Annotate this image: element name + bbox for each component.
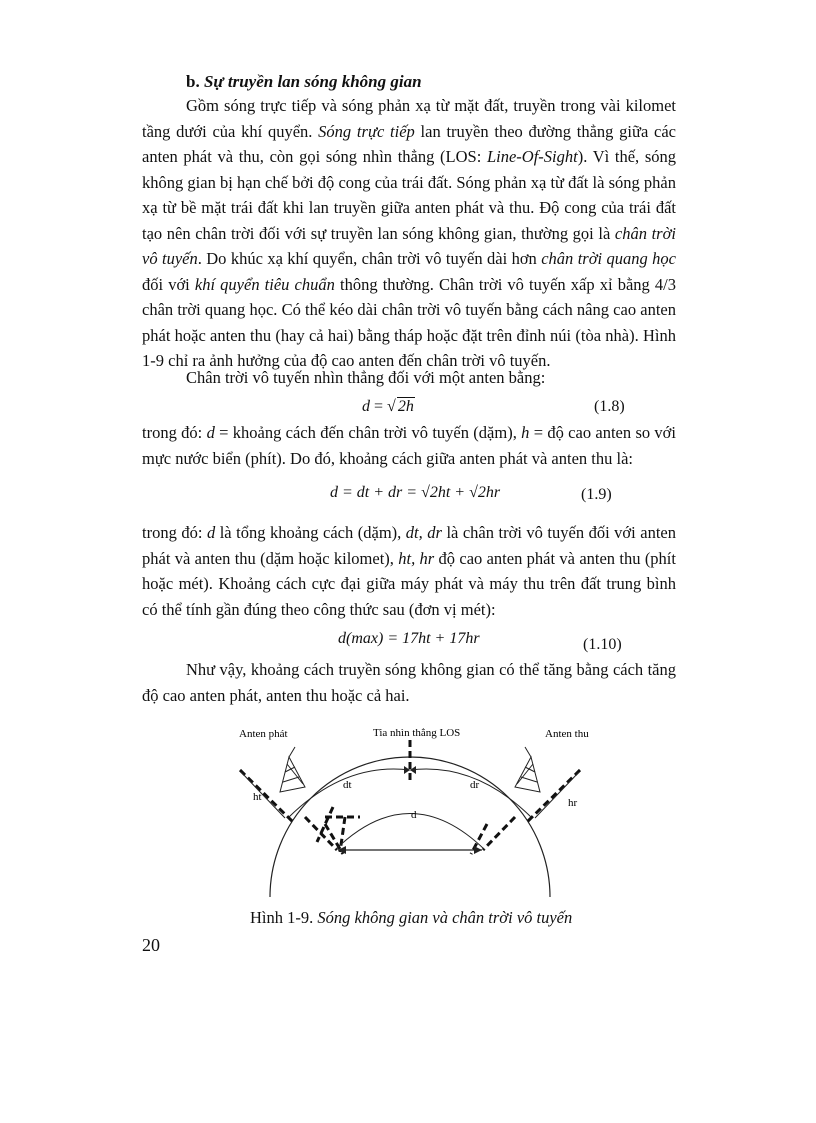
page-number: 20	[142, 935, 160, 955]
label-hr: hr	[568, 797, 578, 809]
emphasis: d	[206, 423, 215, 442]
equation-1-10: d(max) = 17ht + 17hr	[338, 630, 480, 647]
emphasis: d	[206, 523, 216, 542]
horizon-tangent-lines	[240, 740, 580, 854]
text-run: là tổng khoảng cách (dặm),	[215, 523, 406, 542]
arrow-head-d-right	[474, 846, 482, 854]
text-run: . Do khúc xạ khí quyển, chân trời vô tuyến dài hơn	[197, 249, 542, 268]
text-run: thông thường. Chân trời vô tuyến xấp xỉ bằng 4/3 chân trời quang học. Có thể kéo dài chân trời vô tuyến bằng cách nâng cao anten phát hoặc anten thu (hay cả hai) bằng tháp hoặc đặt trên đỉnh núi (tòa nhà). Hình 1-9 chỉ ra ảnh hưởng của độ cao anten đến chân trời vô tuyến.	[142, 274, 676, 370]
text-run: đối với	[142, 274, 195, 294]
equation-number-1-10: (1.10)	[583, 636, 622, 653]
text-run: ). Vì thế, sóng không gian bị hạn chế bởi độ cong của trái đất. Sóng phản xạ từ đất là sóng phản xạ từ bề mặt trái đất khi lan truyền giữa anten phát và thu. Độ cong của trái đất tạo nên chân trời đối với sự truyền lan sóng không gian, thường gọi là	[142, 147, 676, 243]
label-receive-antenna: Anten thu	[545, 728, 589, 740]
paragraph-intro	[142, 93, 676, 374]
text-run: trong đó:	[142, 523, 207, 542]
arc-dr	[410, 769, 531, 817]
emphasis: chân trời quang học	[541, 249, 676, 268]
equation-number-1-9: (1.9)	[581, 486, 612, 503]
text-run: độ cao anten phát và anten thu (phít hoặc mét). Khoảng cách cực đại giữa máy phát và máy thu trên đất trung bình có thể tính gần đúng theo công thức sau (đơn vị mét):	[142, 548, 676, 619]
emphasis: Sóng trực tiếp	[318, 121, 415, 141]
label-dr: dr	[470, 779, 480, 791]
emphasis: h	[521, 423, 530, 442]
emphasis: ht, hr	[398, 548, 435, 568]
eq-lhs: d	[362, 398, 370, 415]
equation-number-1-8: (1.8)	[594, 398, 625, 415]
text-run: lan truyền theo đường thẳng giữa các anten phát và thu, còn gọi sóng nhìn thẳng (LOS:	[142, 121, 676, 166]
label-los-ray: Tia nhìn thẳng LOS	[373, 727, 461, 739]
label-transmit-antenna: Anten phát	[239, 728, 288, 740]
text-run: là chân trời vô tuyến đối với anten phát và anten thu (dặm hoặc kilomet),	[142, 523, 676, 568]
emphasis: Line-Of-Sight	[486, 147, 578, 166]
eq-radicand: 2h	[397, 398, 414, 415]
equation-1-8	[362, 397, 415, 416]
text-run: = khoảng cách đến chân trời vô tuyến (dặm),	[214, 423, 522, 442]
label-ht: ht	[253, 791, 262, 803]
label-d: d	[411, 809, 417, 821]
paragraph-definitions-2	[142, 520, 676, 622]
eq-sign: =	[370, 398, 388, 415]
emphasis: khí quyển tiêu chuẩn	[194, 274, 335, 294]
arc-dt	[289, 769, 410, 817]
equation-1-9: d = dt + dr = √2ht + √2hr	[330, 484, 501, 501]
figure-space-wave-diagram	[225, 722, 595, 902]
section-title: Sự truyền lan sóng không gian	[203, 72, 422, 91]
sqrt-icon: √	[387, 398, 396, 415]
label-dt: dt	[343, 779, 352, 791]
section-heading	[186, 72, 422, 92]
paragraph-conclusion: Như vậy, khoảng cách truyền sóng không gian có thể tăng bằng cách tăng độ cao anten phát, anten thu hoặc cả hai.	[142, 660, 676, 705]
section-prefix: b.	[186, 72, 200, 91]
caption-prefix: Hình 1-9.	[250, 908, 318, 927]
transmit-antenna-tower	[280, 747, 305, 792]
text-run: trong đó:	[142, 423, 207, 442]
emphasis: chân trời vô tuyến	[142, 223, 676, 268]
text-run: = độ cao anten so với mực nước biển (phít). Do đó, khoảng cách giữa anten phát và anten thu là:	[142, 423, 676, 468]
text-run: Gồm sóng trực tiếp và sóng phản xạ từ mặt đất, truyền trong vài kilomet tầng dưới của khí quyển.	[142, 96, 676, 141]
paragraph-horizon-intro: Chân trời vô tuyến nhìn thẳng đối với một anten bằng:	[186, 368, 546, 387]
emphasis: dt, dr	[405, 523, 442, 542]
figure-caption	[250, 908, 572, 928]
receive-antenna-tower	[515, 747, 540, 792]
paragraph-definitions-1	[142, 420, 676, 471]
arc-d	[335, 814, 485, 851]
caption-title: Sóng không gian và chân trời vô tuyến	[317, 908, 573, 927]
